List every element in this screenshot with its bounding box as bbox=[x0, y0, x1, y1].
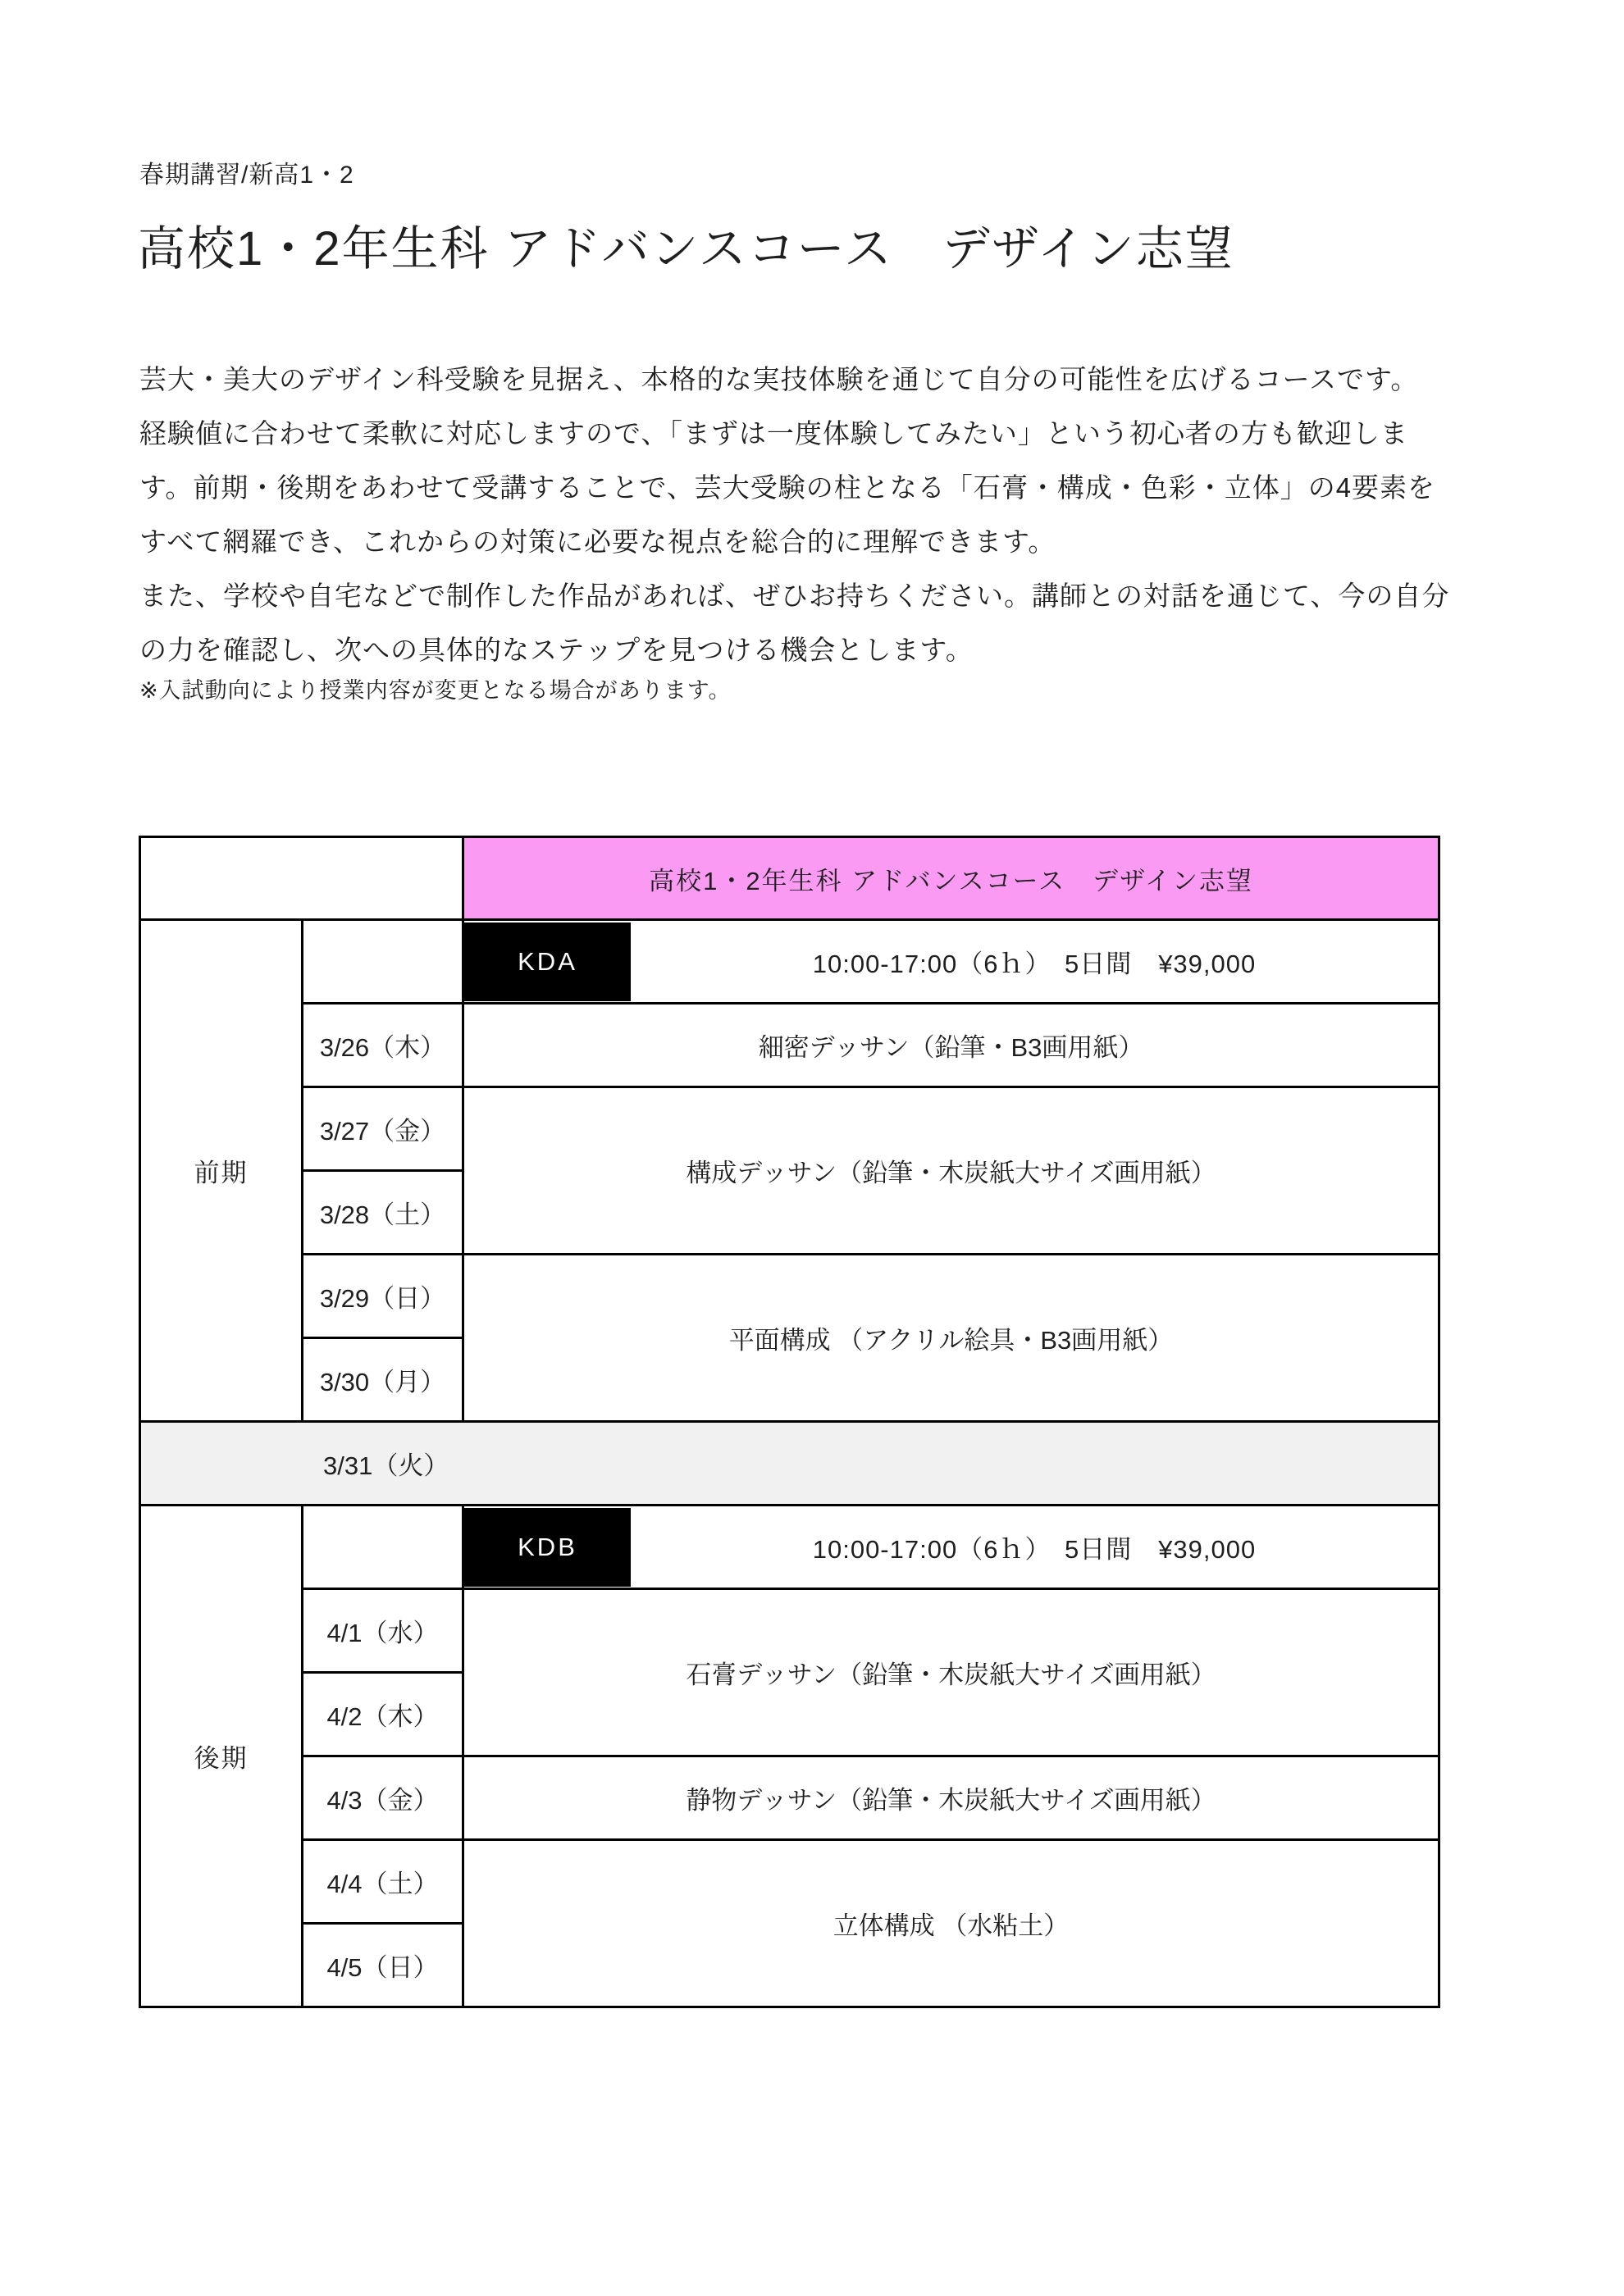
date-cell: 3/28（土） bbox=[303, 1171, 463, 1255]
kdb-info-cell bbox=[463, 1506, 1439, 1589]
kda-info-wrap bbox=[464, 922, 1438, 1001]
kdb-course-row bbox=[140, 1506, 1439, 1589]
kda-schedule-text: 10:00-17:00（6ｈ） 5日間 ¥39,000 bbox=[812, 950, 1257, 978]
empty-date-cell bbox=[303, 920, 463, 1004]
period-label-back: 後期 bbox=[140, 1506, 303, 2007]
break-date-cell: 3/31（火） bbox=[140, 1422, 1439, 1506]
description-line: すべて網羅でき、これからの対策に必要な視点を総合的に理解できます。 bbox=[139, 526, 1056, 557]
kda-info-cell bbox=[463, 920, 1439, 1004]
description-line: 経験値に合わせて柔軟に対応しますので、「まずは一度体験してみたい」という初心者の方も歓迎しま bbox=[139, 418, 1408, 449]
table-row bbox=[140, 1087, 1439, 1171]
lesson-cell: 平面構成 （アクリル絵具・B3画用紙） bbox=[463, 1255, 1439, 1422]
break-row bbox=[140, 1422, 1439, 1506]
course-code-kda: KDA bbox=[464, 922, 631, 1001]
disclaimer-note: ※入試動向により授業内容が変更となる場合があります。 bbox=[139, 678, 732, 703]
date-cell: 4/2（木） bbox=[303, 1673, 463, 1756]
kdb-schedule-text: 10:00-17:00（6ｈ） 5日間 ¥39,000 bbox=[812, 1535, 1257, 1564]
table-header-row bbox=[140, 837, 1439, 920]
date-cell: 4/4（土） bbox=[303, 1840, 463, 1924]
date-cell: 4/1（水） bbox=[303, 1589, 463, 1673]
date-cell: 3/29（日） bbox=[303, 1255, 463, 1338]
kda-course-row bbox=[140, 920, 1439, 1004]
course-code-kdb: KDB bbox=[464, 1508, 631, 1587]
lesson-cell: 石膏デッサン（鉛筆・木炭紙大サイズ画用紙） bbox=[463, 1589, 1439, 1756]
kdb-info-wrap bbox=[464, 1508, 1438, 1587]
description-line: の力を確認し、次への具体的なステップを見つける機会とします。 bbox=[139, 635, 974, 665]
description-line: 芸大・美大のデザイン科受験を見据え、本格的な実技体験を通じて自分の可能性を広げるコースです。 bbox=[139, 364, 1419, 394]
lesson-cell: 細密デッサン（鉛筆・B3画用紙） bbox=[463, 1004, 1439, 1087]
description-line: す。前期・後期をあわせて受講することで、芸大受験の柱となる「石膏・構成・色彩・立体」の4要素を bbox=[139, 472, 1436, 503]
period-label-front: 前期 bbox=[140, 920, 303, 1422]
date-cell: 3/30（月） bbox=[303, 1338, 463, 1422]
table-header-cell: 高校1・2年生科 アドバンスコース デザイン志望 bbox=[463, 837, 1439, 920]
lesson-cell: 構成デッサン（鉛筆・木炭紙大サイズ画用紙） bbox=[463, 1087, 1439, 1255]
page-title: 高校1・2年生科 アドバンスコース デザイン志望 bbox=[138, 222, 1234, 276]
table-row bbox=[140, 1255, 1439, 1338]
table-row bbox=[140, 1840, 1439, 1924]
header-spacer bbox=[140, 837, 463, 920]
date-cell: 3/27（金） bbox=[303, 1087, 463, 1171]
lesson-cell: 立体構成 （水粘土） bbox=[463, 1840, 1439, 2007]
empty-date-cell bbox=[303, 1506, 463, 1589]
lesson-cell: 静物デッサン（鉛筆・木炭紙大サイズ画用紙） bbox=[463, 1756, 1439, 1840]
table-row bbox=[140, 1004, 1439, 1087]
description-line: また、学校や自宅などで制作した作品があれば、ぜひお持ちください。講師との対話を通じて、今の自分 bbox=[139, 581, 1450, 611]
course-schedule-table bbox=[139, 836, 1440, 2008]
course-description bbox=[139, 353, 1449, 677]
table-row bbox=[140, 1589, 1439, 1673]
date-cell: 3/26（木） bbox=[303, 1004, 463, 1087]
document-category-tag: 春期講習/新高1・2 bbox=[139, 162, 354, 189]
date-cell: 4/3（金） bbox=[303, 1756, 463, 1840]
date-cell: 4/5（日） bbox=[303, 1924, 463, 2007]
table-row bbox=[140, 1756, 1439, 1840]
